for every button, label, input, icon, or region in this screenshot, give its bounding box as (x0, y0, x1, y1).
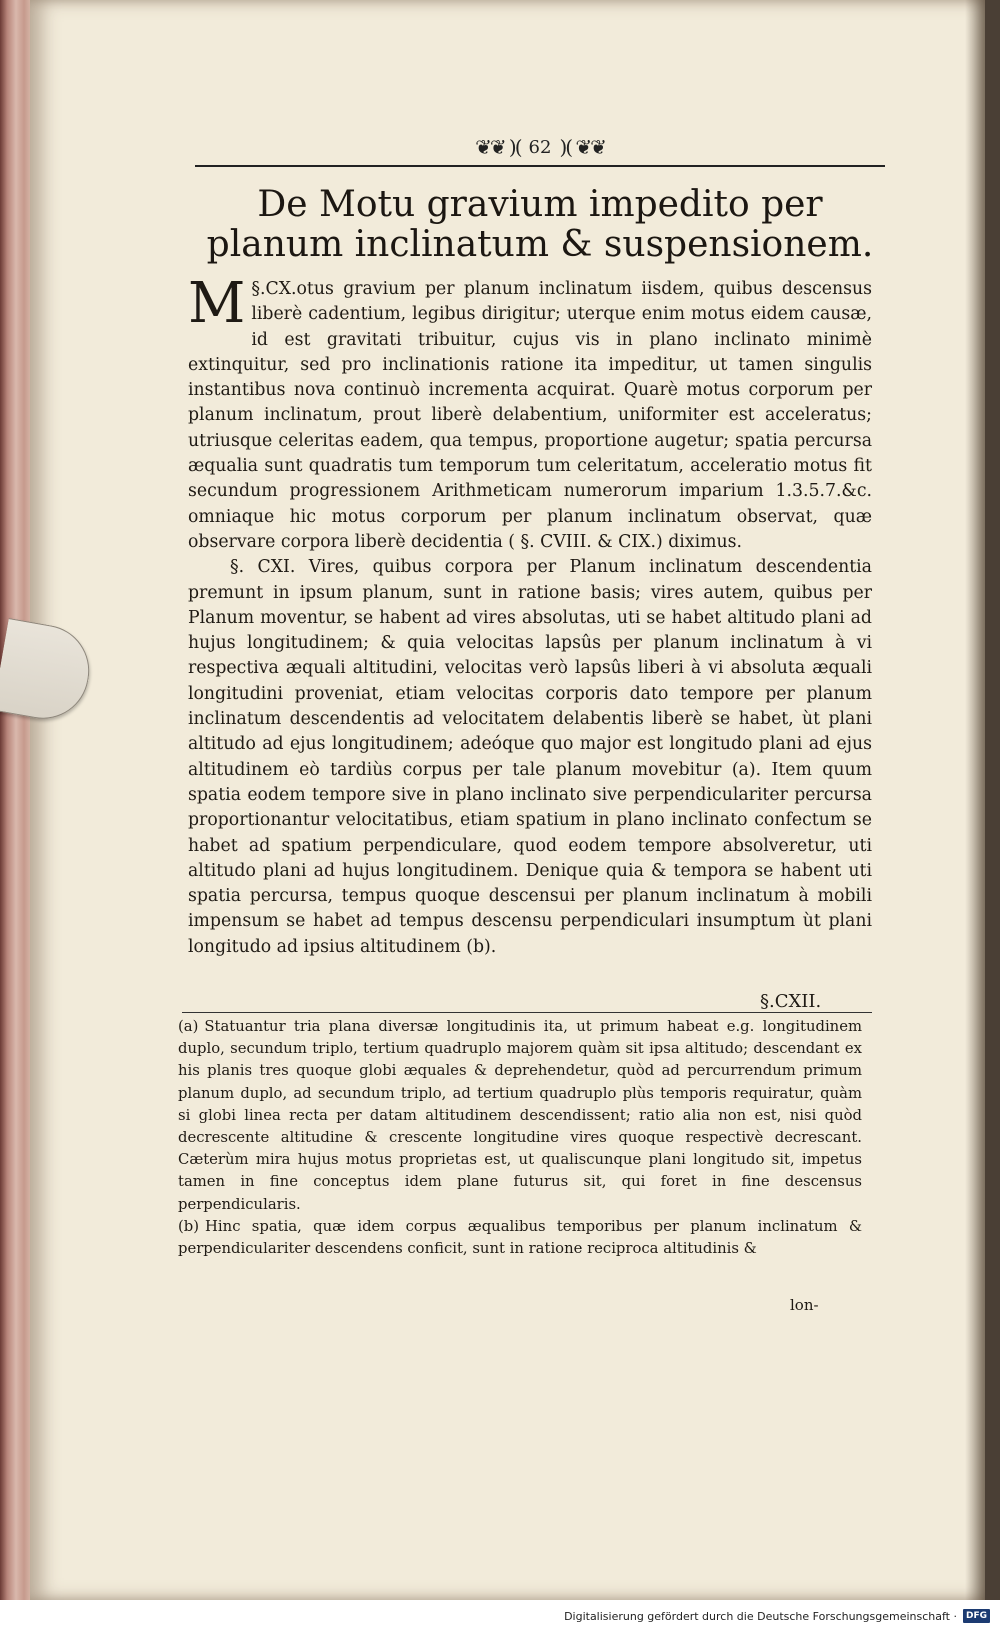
page-number: 62 (528, 136, 552, 158)
footnote-text: Hinc spatia, quæ idem corpus æqualibus temporibus per planum inclinatum & perpendiculariter descendens conficit, sunt in ratione reciproca altitudinis & (178, 1217, 862, 1258)
paragraph-cxi (188, 555, 872, 960)
paragraph-cx (188, 271, 872, 555)
digitization-footer (0, 1600, 1000, 1632)
main-text (188, 271, 872, 960)
catchword: §.CXII. (760, 991, 822, 1012)
footnote-rule (182, 1012, 872, 1013)
footnote-mark: (b) (178, 1217, 200, 1235)
running-header (410, 133, 670, 161)
funding-credit: Digitalisierung gefördert durch die Deutsche Forschungsgemeinschaft · (564, 1609, 957, 1623)
dfg-logo: DFG (963, 1609, 990, 1623)
section-title: De Motu gravium impedito per planum inclinatum & suspensionem. (206, 184, 874, 265)
page-gutter-shadow (965, 0, 985, 1600)
page-catchword: lon- (790, 1296, 819, 1314)
drop-cap: M (188, 271, 246, 336)
footnote-b (178, 1216, 862, 1260)
ornament-left: ❦❦ )( (475, 135, 521, 159)
ornament-right: )( ❦❦ (559, 135, 605, 159)
paragraph-text: Vires, quibus corpora per Planum inclinatum descendentia premunt in ipsum planum, sunt in ratione basis; vires autem, quibus per Planum moventur, se habent ad vires absolutas, uti se habet altitudo plani ad hujus longitudinem; & quia velocitas lapsûs per planum inclinatum à vi respectiva æquali altitudini, velocitas verò lapsûs liberi à vi absoluta æquali longitudini proveniat, etiam velocitas corporis dato tempore per planum inclinatum descendentis ad velocitatem delabentis liberè se habet, ùt plani altitudo ad ejus longitudinem; adeóque quo major est longitudo plani ad ejus altitudinem eò tardiùs corpus per tale planum movebitur (a). Item quum spatia eodem tempore sive in plano inclinato sive perpendiculariter percursa proportionantur velocitatibus, etiam spatium in plano inclinato confectum se habet ad spatium perpendiculare, quod eodem tempore absolveretur, uti altitudo plani ad hujus longitudinem. Denique quia & tempora se habent uti spatia percursa, tempus quoque descensui per planum inclinatum à mobili impensum se habet ad tempus descensu perpendiculari insumptum ùt plani longitudo ad ipsius altitudinem (b). (188, 557, 872, 957)
paragraph-text: otus gravium per planum inclinatum iisdem, quibus descensus liberè cadentium, legibus dirigitur; uterque enim motus eidem causæ, id est gravitati tribuitur, cujus vis in plano inclinato minimè extinquitur, sed pro inclinationis ratione ita impeditur, ut tamen singulis instantibus nova continuò incrementa acquirat. Quarè motus corporum per planum inclinatum, prout liberè delabentium, uniformiter est acceleratus; utriusque celeritas eadem, qua tempus, proportione augetur; spatia percursa æqualia sunt quadratis tum temporum tum celeritatum, acceleratio motus fit secundum progressionem Arithmeticam numerorum imparium 1.3.5.7.&c. omniaque hic motus corporum per planum inclinatum observat, quæ observare corpora liberè decidentia ( §. CVIII. & CIX.) diximus. (188, 279, 872, 552)
header-rule (195, 165, 885, 167)
paragraph-label: §. CXI. (230, 557, 296, 578)
footnote-text: Statuantur tria plana diversæ longitudinis ita, ut primum habeat e.g. longitudinem duplo, secundum triplo, tertium quadruplo majorem quàm sit ipsa altitudo; descendant ex his planis tres quoque globi æquales & deprehendetur, quòd ad percurrendum primum planum duplo, ad secundum triplo, ad tertium quadruplo plùs temporis requiratur, quàm si globi linea recta per datam altitudinem descendissent; ratio alia non est, nisi quòd decrescente altitudine & crescente longitudine vires quoque respectivè decrescant. Cæterùm mira hujus motus proprietas est, ut qualiscunque plani longitudo sit, impetus tamen in fine conceptus idem plane futurus sit, qui foret in fine descensus perpendicularis. (178, 1018, 862, 1213)
footnote-mark: (a) (178, 1018, 199, 1035)
paragraph-label: §.CX. (251, 279, 297, 299)
footnote-a (178, 1016, 862, 1216)
footnotes (178, 1016, 862, 1260)
